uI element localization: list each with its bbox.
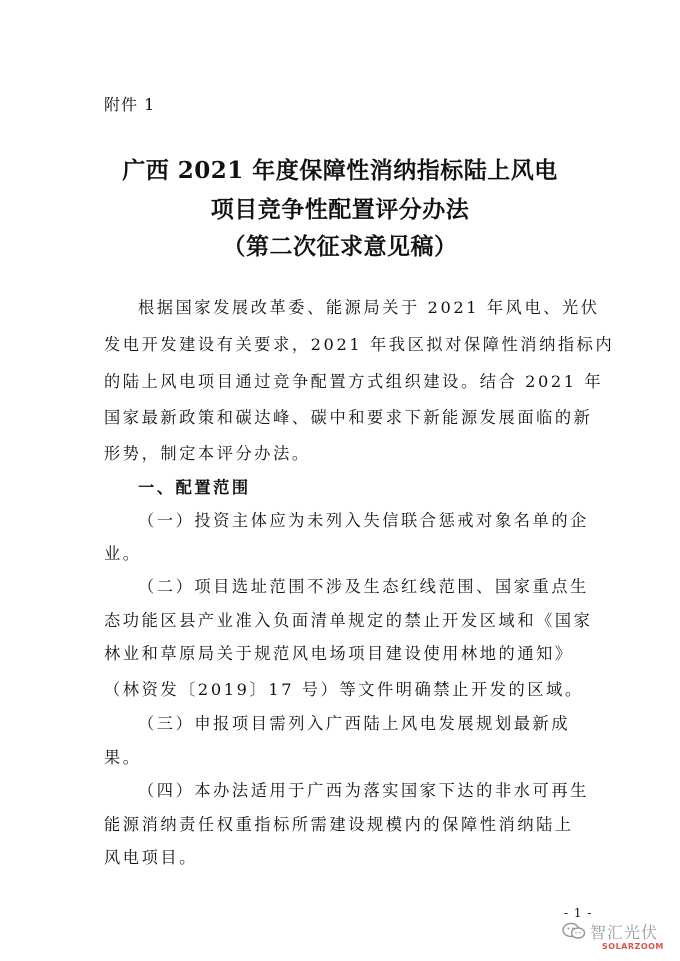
body-line: 形势，制定本评分办法。 bbox=[104, 444, 311, 463]
body-line: （三）申报项目需列入广西陆上风电发展规划最新成 bbox=[138, 714, 571, 733]
document-title-line-3: （第二次征求意见稿） bbox=[222, 233, 458, 260]
body-line: （一）投资主体应为未列入失信联合惩戒对象名单的企 bbox=[138, 511, 589, 530]
body-line: 林业和草原局关于规范风电场项目建设使用林地的通知》 bbox=[104, 644, 574, 663]
body-line: （林资发〔2019〕17 号）等文件明确禁止开发的区域。 bbox=[104, 680, 584, 699]
body-line: （二）项目选址范围不涉及生态红线范围、国家重点生 bbox=[138, 577, 589, 596]
section-heading: 一、配置范围 bbox=[138, 478, 251, 497]
body-line: 根据国家发展改革委、能源局关于 2021 年风电、光伏 bbox=[138, 298, 600, 317]
body-line: 业。 bbox=[104, 544, 142, 563]
body-line: 发电开发建设有关要求，2021 年我区拟对保障性消纳指标内 bbox=[104, 335, 615, 354]
document-title-line-2: 项目竞争性配置评分办法 bbox=[210, 196, 470, 223]
body-line: 的陆上风电项目通过竞争配置方式组织建设。结合 2021 年 bbox=[104, 372, 604, 391]
watermark-subtext: SOLARZOOM bbox=[602, 942, 664, 951]
document-title-line-1: 广西 2021 年度保障性消纳指标陆上风电 bbox=[122, 157, 558, 184]
body-line: 态功能区县产业准入负面清单规定的禁止开发区域和《国家 bbox=[104, 611, 593, 630]
page-number: - 1 - bbox=[564, 906, 593, 920]
body-line: 能源消纳责任权重指标所需建设规模内的保障性消纳陆上 bbox=[104, 815, 574, 834]
wechat-icon bbox=[562, 922, 586, 940]
body-line: 果。 bbox=[104, 748, 142, 767]
watermark-text: 智汇光伏 bbox=[590, 923, 659, 942]
watermark bbox=[562, 918, 674, 958]
body-line: 国家最新政策和碳达峰、碳中和要求下新能源发展面临的新 bbox=[104, 408, 593, 427]
attachment-label: 附件 1 bbox=[104, 95, 156, 114]
body-line: （四）本办法适用于广西为落实国家下达的非水可再生 bbox=[138, 781, 589, 800]
body-line: 风电项目。 bbox=[104, 848, 198, 867]
